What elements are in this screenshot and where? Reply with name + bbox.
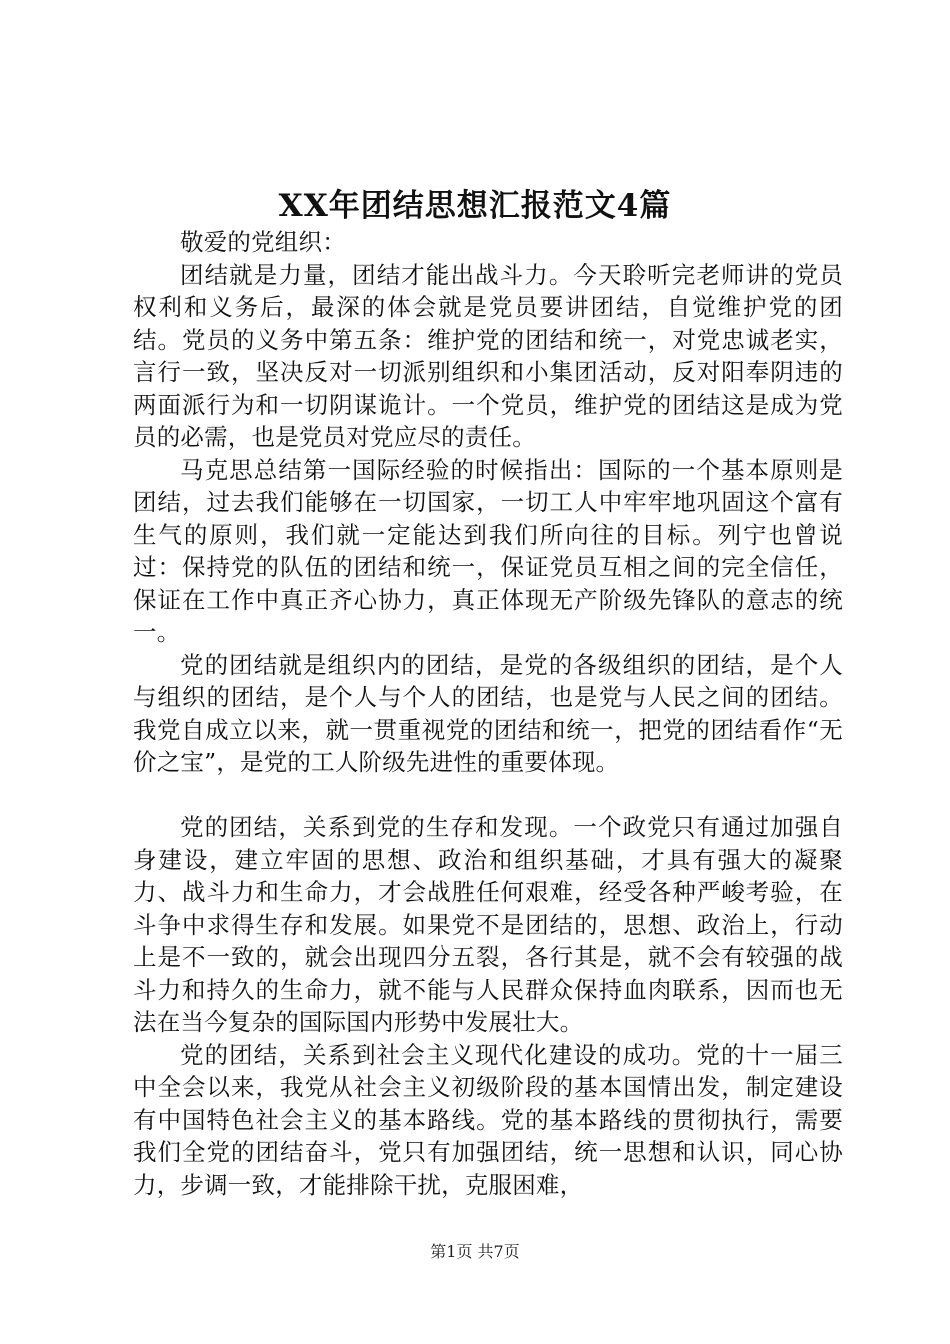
document-title: XX年团结思想汇报范文4篇 [278, 188, 672, 224]
paragraph-spacer [133, 779, 843, 812]
document-body [133, 226, 843, 1201]
greeting: 敬爱的党组织： [180, 228, 346, 256]
paragraph-3: 党的团结就是组织内的团结，是党的各级组织的团结，是个人与组织的团结，是个人与个人的团结，也是党与人民之间的团结。我党自成立以来，就一贯重视党的团结和统一，把党的团结看作“无价之宝”，是党的工人阶级先进性的重要体现。 [133, 650, 843, 776]
page-footer: 第1页 共7页 [430, 1242, 520, 1261]
paragraph-1: 团结就是力量，团结才能出战斗力。今天聆听完老师讲的党员权利和义务后，最深的体会就是党员要讲团结，自觉维护党的团结。党员的义务中第五条：维护党的团结和统一，对党忠诚老实，言行一致，坚决反对一切派别组织和小集团活动，反对阳奉阴违的两面派行为和一切阴谋诡计。一个党员，维护党的团结这是成为党员的必需，也是党员对党应尽的责任。 [133, 260, 843, 451]
paragraph-2: 马克思总结第一国际经验的时候指出：国际的一个基本原则是团结，过去我们能够在一切国家，一切工人中牢牢地巩固这个富有生气的原则，我们就一定能达到我们所向往的目标。列宁也曾说过：保持党的队伍的团结和统一，保证党员互相之间的完全信任，保证在工作中真正齐心协力，真正体现无产阶级先锋队的意志的统一。 [133, 455, 843, 646]
paragraph-4: 党的团结，关系到党的生存和发现。一个政党只有通过加强自身建设，建立牢固的思想、政治和组织基础，才具有强大的凝聚力、战斗力和生命力，才会战胜任何艰难，经受各种严峻考验，在斗争中求得生存和发展。如果党不是团结的，思想、政治上，行动上是不一致的，就会出现四分五裂，各行其是，就不会有较强的战斗力和持久的生命力，就不能与人民群众保持血肉联系，因而也无法在当今复杂的国际国内形势中发展壮大。 [133, 813, 843, 1036]
paragraph-5: 党的团结，关系到社会主义现代化建设的成功。党的十一届三中全会以来，我党从社会主义初级阶段的基本国情出发，制定建设有中国特色社会主义的基本路线。党的基本路线的贯彻执行，需要我们全党的团结奋斗，党只有加强团结，统一思想和认识，同心协力，步调一致，才能排除干扰，克服困难， [133, 1040, 843, 1199]
